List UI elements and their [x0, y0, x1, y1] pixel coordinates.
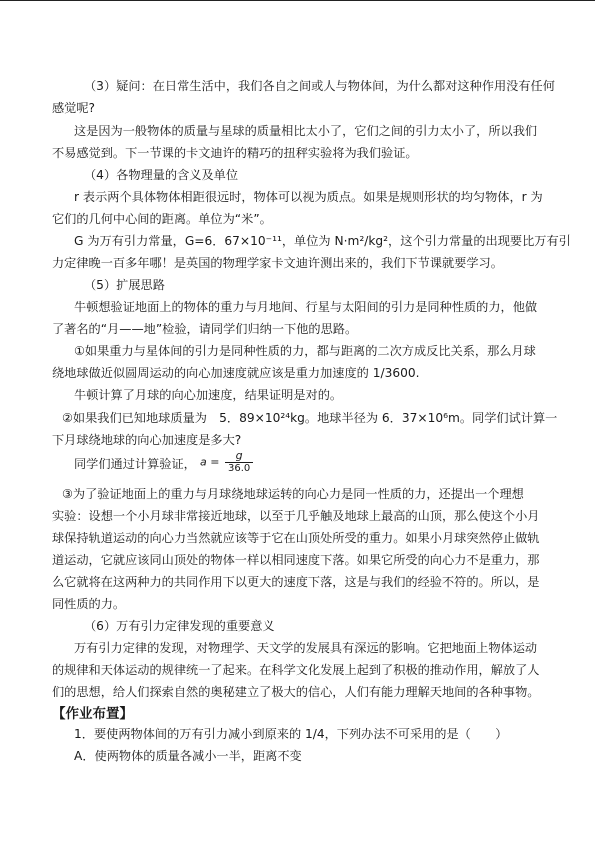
- text-line: G 为万有引力常量，G=6．67×10⁻¹¹，单位为 N·m²/kg²，这个引力常量的出现要比万有引: [74, 234, 571, 248]
- text-line: ②如果我们已知地球质量为 5．89×10²⁴kg。地球半径为 6．37×10⁶m。同学们试计算一: [62, 411, 558, 425]
- formula-denominator: 36.0: [227, 463, 251, 474]
- text-line: 力定律晚一百多年哪！是英国的物理学家卡文迪许测出来的，我们下节课就要学习。: [52, 256, 503, 270]
- homework-heading: 【作业布置】: [52, 706, 133, 722]
- option-line: A．使两物体的质量各减小一半，距离不变: [74, 749, 302, 763]
- text-line: 们的思想，给人们探索自然的奥秘建立了极大的信心，人们有能力理解天地间的各种事物。: [52, 685, 540, 699]
- text-line: 万有引力定律的发现，对物理学、天文学的发展具有深远的影响。它把地面上物体运动: [74, 641, 538, 655]
- text-line: r 表示两个具体物体相距很远时，物体可以视为质点。如果是规则形状的均匀物体，r 为: [74, 190, 543, 204]
- text-line: 么它就将在这两种力的共同作用下以更大的速度下落，这是与我们的经验不符的。所以，是: [52, 575, 540, 589]
- text-line: 感觉呢?: [52, 101, 96, 115]
- text-line: ①如果重力与星体间的引力是同种性质的力，都与距离的二次方成反比关系，那么月球: [74, 344, 536, 358]
- text-line: 牛顿想验证地面上的物体的重力与月地间、行星与太阳间的引力是同种性质的力，他做: [74, 300, 538, 314]
- text-line: ③为了验证地面上的重力与月球绕地球运转的向心力是同一性质的力，还提出一个理想: [62, 487, 524, 501]
- text-line: 绕地球做近似圆周运动的向心加速度就应该是重力加速度的 1/3600.: [52, 366, 420, 380]
- section-heading: （4）各物理量的含义及单位: [84, 168, 239, 182]
- text-line: （3）疑问：在日常生活中，我们各自之间或人与物体间，为什么都对这种作用没有任何: [84, 79, 555, 93]
- question-line: 1．要使两物体间的万有引力减小到原来的 1/4，下列办法不可采用的是（ ）: [74, 727, 508, 741]
- page-top-rule: [0, 0, 595, 1]
- text-line: 不易感觉到。下一节课的卡文迪许的精巧的扭秤实验将为我们验证。: [52, 146, 418, 160]
- acceleration-formula: [200, 450, 253, 475]
- formula-numerator: g: [235, 449, 243, 462]
- text-line: 它们的几何中心间的距离。单位为“米”。: [52, 212, 272, 226]
- text-line: 道运动，它就应该同山顶处的物体一样以相同速度下落。如果它所受的向心力不是重力，那: [52, 553, 540, 567]
- formula-equals: =: [210, 455, 220, 469]
- text-line: 了著名的“月——地”检验，请同学们归纳一下他的思路。: [52, 322, 358, 336]
- section-heading: （6）万有引力定律发现的重要意义: [84, 619, 275, 633]
- formula-variable: a: [200, 455, 207, 469]
- text-line: 的规律和天体运动的规律统一了起来。在科学文化发展上起到了积极的推动作用，解放了人: [52, 663, 540, 677]
- text-line: 球保持轨道运动的向心力当然就应该等于它在山顶处所受的重力。如果小月球突然停止做轨: [52, 531, 540, 545]
- text-line: 同性质的力。: [52, 597, 126, 611]
- text-line: 下月球绕地球的向心加速度是多大?: [52, 433, 242, 447]
- text-line: 同学们通过计算验证，: [74, 457, 196, 471]
- text-line: 这是因为一般物体的质量与星球的质量相比太小了，它们之间的引力太小了，所以我们: [74, 124, 538, 138]
- text-line: 实验：设想一个小月球非常接近地球，以至于几乎触及地球上最高的山顶，那么使这个小月: [52, 509, 540, 523]
- section-heading: （5）扩展思路: [84, 278, 165, 292]
- text-line: 牛顿计算了月球的向心加速度，结果证明是对的。: [74, 388, 343, 402]
